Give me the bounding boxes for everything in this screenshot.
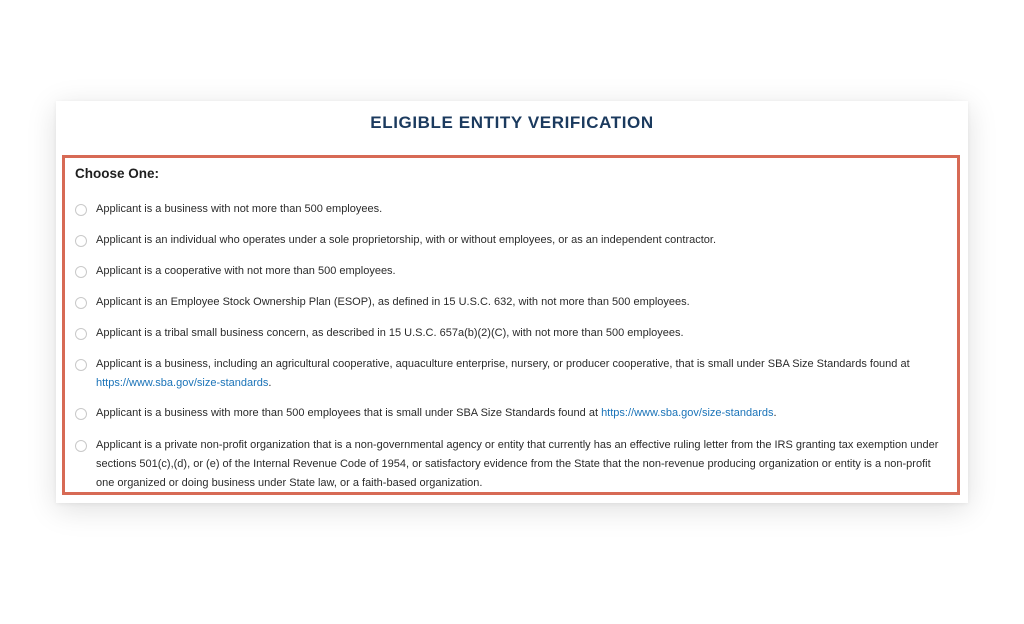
option-label: Applicant is an Employee Stock Ownership Plan (ESOP), as defined in 15 U.S.C. 632, with not more than 500 employees. <box>96 296 690 308</box>
choose-one-label: Choose One: <box>75 166 160 181</box>
option-label: Applicant is a business with more than 500 employees that is small under SBA Size Standards found at https://www.sba.gov/size-standards. <box>96 407 777 419</box>
option-agricultural-business[interactable] <box>75 357 945 393</box>
radio-button[interactable] <box>75 328 87 340</box>
size-standards-link[interactable]: https://www.sba.gov/size-standards <box>96 377 269 389</box>
option-label: Applicant is a tribal small business concern, as described in 15 U.S.C. 657a(b)(2)(C), with not more than 500 employees. <box>96 327 684 339</box>
radio-button[interactable] <box>75 266 87 278</box>
option-tribal-business[interactable] <box>75 326 945 343</box>
radio-button[interactable] <box>75 235 87 247</box>
options-highlight-box <box>62 155 960 495</box>
eligible-entity-card <box>56 101 968 503</box>
option-non-profit[interactable] <box>75 438 945 493</box>
option-cooperative[interactable] <box>75 264 945 281</box>
option-esop[interactable] <box>75 295 945 312</box>
option-label: Applicant is a private non-profit organization that is a non-governmental agency or entity that currently has an effective ruling letter from the IRS granting tax exemption under sections 501(c),(d), or (e) of the Internal Revenue Code of 1954, or satisfactory evidence from the State that the non-revenue producing organization or entity is a non-profit one organized or doing business under State law, or a faith-based organization. <box>96 439 939 489</box>
option-label: Applicant is an individual who operates under a sole proprietorship, with or without employees, or as an independent contractor. <box>96 234 717 246</box>
option-label: Applicant is a business, including an agricultural cooperative, aquaculture enterprise, nursery, or producer cooperative, that is small under SBA Size Standards found at https://www.sba.gov/size-standards. <box>96 358 910 389</box>
radio-button[interactable] <box>75 408 87 420</box>
option-sole-proprietor[interactable] <box>75 233 945 250</box>
page-title: ELIGIBLE ENTITY VERIFICATION <box>370 113 654 132</box>
option-label: Applicant is a cooperative with not more than 500 employees. <box>96 265 396 277</box>
option-business-500[interactable] <box>75 202 945 219</box>
radio-button[interactable] <box>75 440 87 452</box>
size-standards-link[interactable]: https://www.sba.gov/size-standards <box>601 407 774 419</box>
radio-button[interactable] <box>75 297 87 309</box>
option-label: Applicant is a business with not more than 500 employees. <box>96 203 383 215</box>
option-business-over-500[interactable] <box>75 406 945 423</box>
radio-button[interactable] <box>75 204 87 216</box>
radio-button[interactable] <box>75 359 87 371</box>
